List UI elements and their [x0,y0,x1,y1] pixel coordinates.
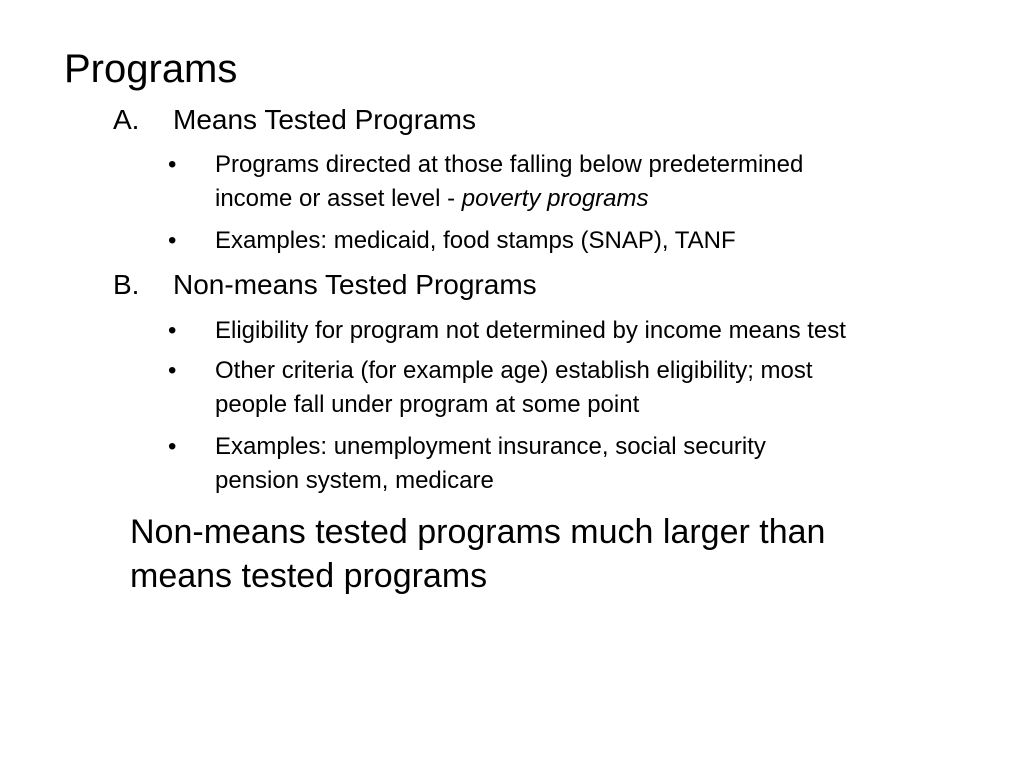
bullet-line-text: income or asset level - [215,185,462,212]
bullet-line [215,182,985,216]
bullet-text [215,148,985,216]
conclusion-text [130,510,990,598]
emphasis-text: poverty programs [461,185,649,212]
section-marker: B. [113,269,140,300]
bullet-line: Other criteria (for example age) establish eligibility; most [215,357,813,384]
section-heading: Means Tested Programs [173,104,476,135]
conclusion-line: means tested programs [130,557,488,595]
bullet-icon: • [168,433,177,460]
bullet-icon: • [168,317,177,344]
bullet-text [215,224,985,258]
slide-title: Programs [64,47,238,91]
bullet-line: pension system, medicare [215,467,494,494]
bullet-icon: • [168,227,177,254]
conclusion-line: Non-means tested programs much larger than [130,513,826,551]
bullet-text [215,354,985,422]
bullet-line: people fall under program at some point [215,391,640,418]
bullet-icon: • [168,357,177,384]
bullet-line: Eligibility for program not determined by income means test [215,317,846,344]
bullet-line: Programs directed at those falling below predetermined [215,151,804,178]
bullet-line: Examples: unemployment insurance, social security [215,433,766,460]
section-heading: Non-means Tested Programs [173,269,537,300]
bullet-text [215,314,985,348]
bullet-icon: • [168,151,177,178]
bullet-line: Examples: medicaid, food stamps (SNAP), TANF [215,227,736,254]
section-marker: A. [113,104,140,135]
bullet-text [215,430,985,498]
